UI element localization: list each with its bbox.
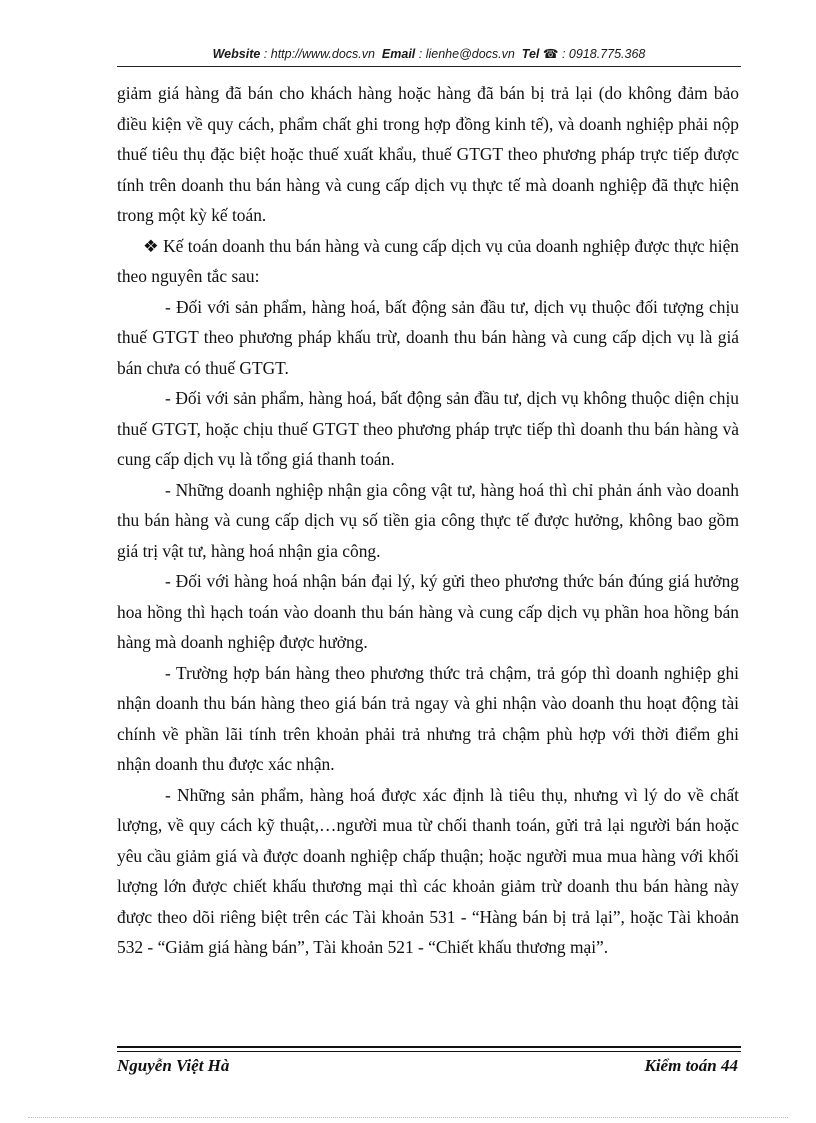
page-header xyxy=(117,46,741,61)
page-edge xyxy=(28,1117,788,1118)
document-body xyxy=(117,78,739,963)
tel-value: : 0918.775.368 xyxy=(561,47,646,61)
diamond-bullet-icon: ❖ xyxy=(143,235,159,256)
paragraph-5: - Những doanh nghiệp nhận gia công vật tư, hàng hoá thì chỉ phản ánh vào doanh thu bán hàng và cung cấp dịch vụ số tiền gia công thực tế được hưởng, không bao gồm giá trị vật tư, hàng hoá nhận gia công. xyxy=(117,479,739,561)
phone-icon: ☎ xyxy=(542,47,559,61)
footer-class: Kiểm toán 44 xyxy=(644,1056,738,1075)
paragraph-8: - Những sản phẩm, hàng hoá được xác định là tiêu thụ, nhưng vì lý do về chất lượng, về quy cách kỹ thuật,…người mua từ chối thanh toán, gửi trả lại người bán hoặc yêu cầu giảm giá và được doanh nghiệp chấp thuận; hoặc người mua mua hàng với khối lượng lớn được chiết khấu thương mại thì các khoản giảm trừ doanh thu bán hàng này được theo dõi riêng biệt trên các Tài khoản 531 - “Hàng bán bị trả lại”, hoặc Tài khoản 532 - “Giảm giá hàng bán”, Tài khoản 521 - “Chiết khấu thương mại”. xyxy=(117,784,739,957)
paragraph-2-text: Kế toán doanh thu bán hàng và cung cấp dịch vụ của doanh nghiệp được thực hiện theo nguyên tắc sau: xyxy=(117,235,739,286)
website-label: Website xyxy=(212,47,261,61)
tel-label: Tel xyxy=(521,47,540,61)
email-label: Email xyxy=(381,47,416,61)
paragraph-4: - Đối với sản phẩm, hàng hoá, bất động sản đầu tư, dịch vụ không thuộc diện chịu thuế GTGT, hoặc chịu thuế GTGT theo phương pháp trực tiếp thì doanh thu bán hàng và cung cấp dịch vụ là tổng giá thanh toán. xyxy=(117,388,739,469)
footer-divider-thin xyxy=(117,1051,741,1052)
email-value: : lienhe@docs.vn xyxy=(418,47,515,61)
paragraph-2 xyxy=(117,231,739,292)
header-divider xyxy=(117,66,741,67)
footer-author: Nguyễn Việt Hà xyxy=(117,1056,230,1075)
paragraph-1: giảm giá hàng đã bán cho khách hàng hoặc hàng đã bán bị trả lại (do không đảm bảo điều kiện về quy cách, phẩm chất ghi trong hợp đồng kinh tế), và doanh nghiệp phải nộp thuế tiêu thụ đặc biệt hoặc thuế xuất khẩu, thuế GTGT theo phương pháp trực tiếp được tính trên doanh thu bán hàng và cung cấp dịch vụ thực tế mà doanh nghiệp đã thực hiện trong một kỳ kế toán. xyxy=(117,83,739,225)
footer-divider-thick xyxy=(117,1046,741,1048)
paragraph-7: - Trường hợp bán hàng theo phương thức trả chậm, trả góp thì doanh nghiệp ghi nhận doanh thu bán hàng theo giá bán trả ngay và ghi nhận vào doanh thu hoạt động tài chính về phần lãi tính trên khoản phải trả nhưng trả chậm phù hợp với thời điểm ghi nhận doanh thu được xác nhận. xyxy=(117,662,739,774)
paragraph-6: - Đối với hàng hoá nhận bán đại lý, ký gửi theo phương thức bán đúng giá hưởng hoa hồng thì hạch toán vào doanh thu bán hàng và cung cấp dịch vụ phần hoa hồng bán hàng mà doanh nghiệp được hưởng. xyxy=(117,571,739,652)
website-value: : http://www.docs.vn xyxy=(263,47,375,61)
paragraph-3: - Đối với sản phẩm, hàng hoá, bất động sản đầu tư, dịch vụ thuộc đối tượng chịu thuế GTGT theo phương pháp khấu trừ, doanh thu bán hàng và cung cấp dịch vụ là giá bán chưa có thuế GTGT. xyxy=(117,296,739,378)
